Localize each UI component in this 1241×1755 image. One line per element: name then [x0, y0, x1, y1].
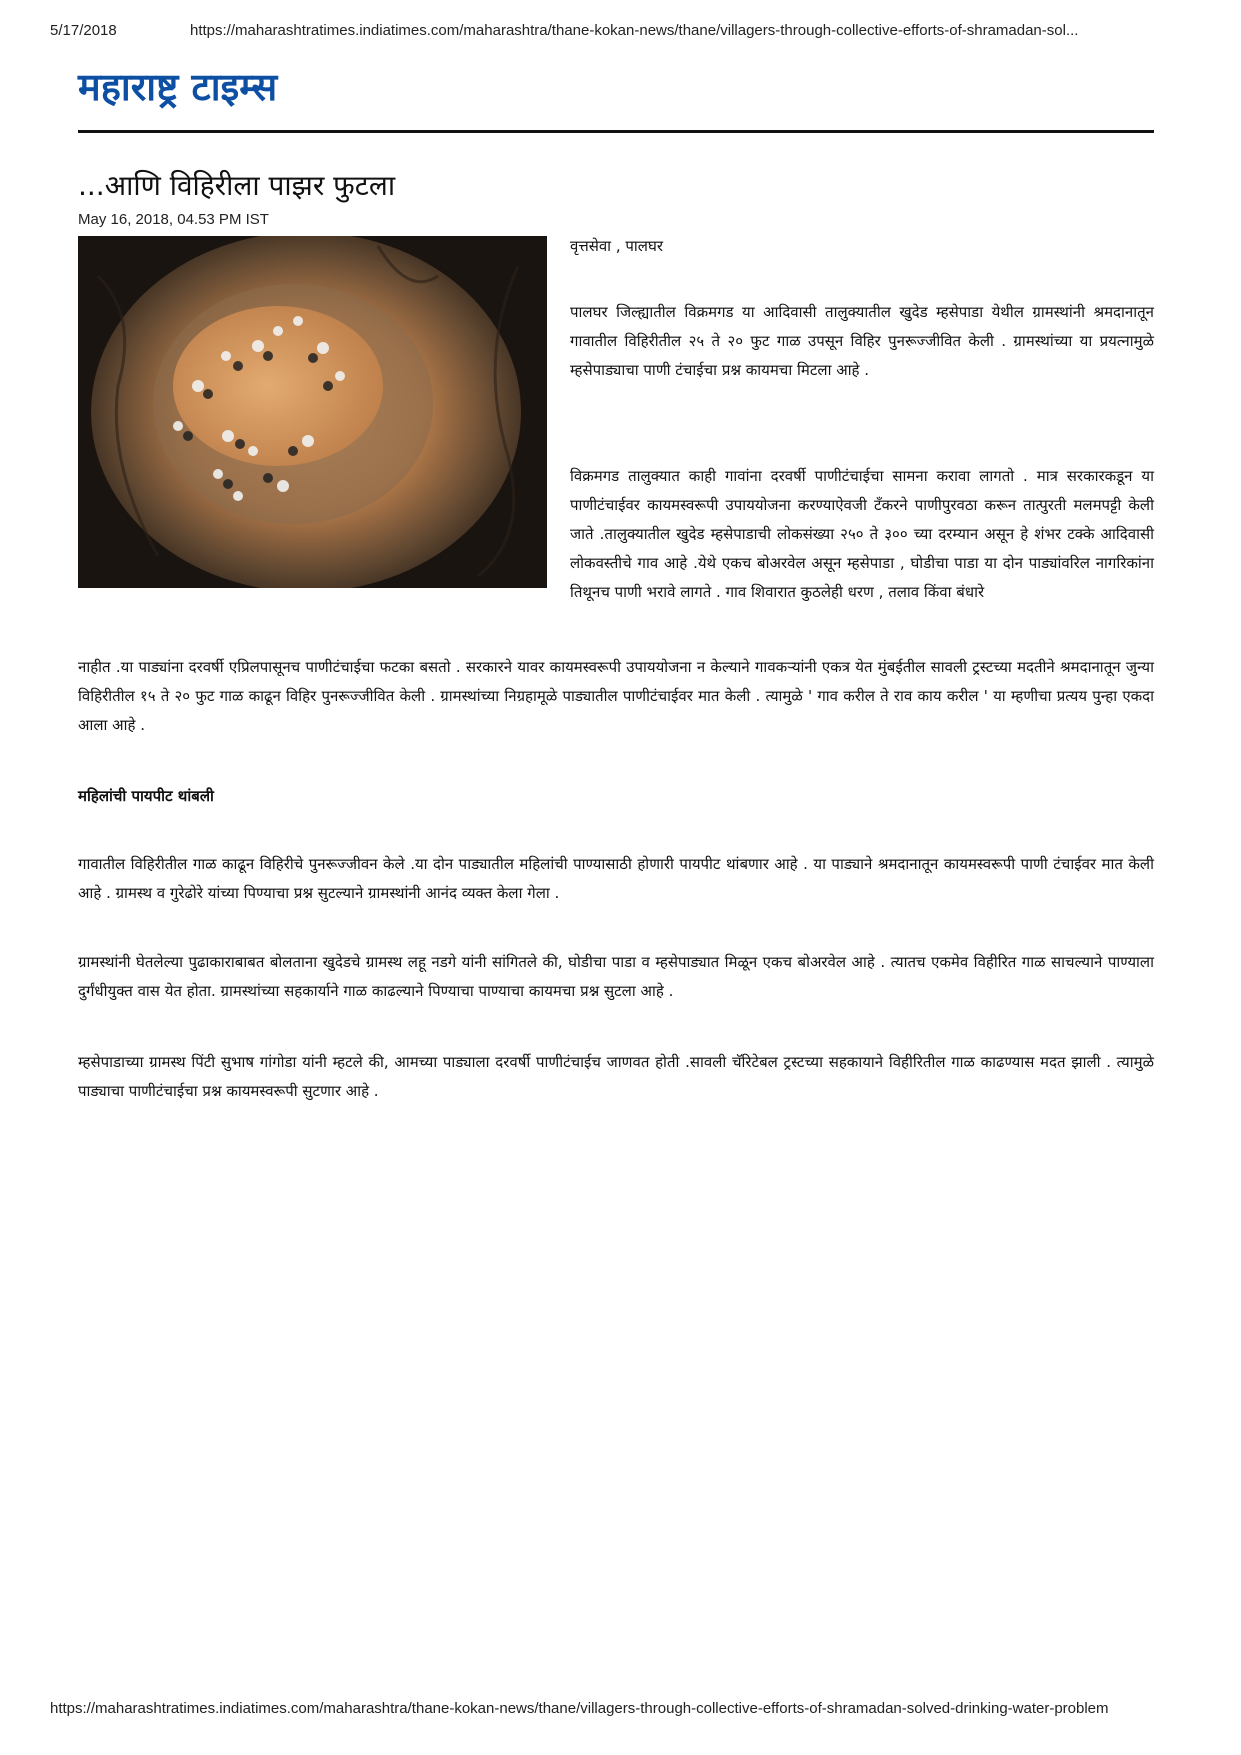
article-paragraph-4: ग्रामस्थांनी घेतलेल्या पुढाकाराबाबत बोलताना खुदेडचे ग्रामस्थ लहू नडगे यांनी सांगितले की, घोडीचा पाडा व म्हसेपाड्यात मिळून एकच बोअरवेल आहे . त्यातच एकमेव विहीरित गाळ साचल्याने पाण्याला दुर्गंधीयुक्त वास येत होता. ग्रामस्थांच्या सहकार्याने गाळ काढल्याने पिण्याचा पाण्याचा कायमचा प्रश्न सुटला आहे .: [78, 953, 1154, 1000]
article-photo: [78, 236, 547, 588]
article-paragraph-2-continued: नाहीत .या पाड्यांना दरवर्षी एप्रिलपासूनच पाणीटंचाईचा फटका बसतो . सरकारने यावर कायमस्वरूपी उपाययोजना न केल्याने गावकऱ्यांनी एकत्र येत मुंबईतील सावली ट्रस्टच्या मदतीने श्रमदानातून जुन्या विहिरीतील १५ ते २० फुट गाळ काढून विहिर पुनरूज्जीवित केली . ग्रामस्थांच्या निग्रहामूळे पाड्यातील पाणीटंचाईवर मात केली . त्यामुळे ' गाव करील ते राव काय करील ' या म्हणीचा प्रत्यय पुन्हा एकदा आला आहे .: [78, 658, 1154, 734]
print-url[interactable]: https://maharashtratimes.indiatimes.com/maharashtra/thane-kokan-news/thane/villagers-through-collective-efforts-of-shramadan-sol...: [190, 22, 1079, 39]
newspaper-logo[interactable]: महाराष्ट्र टाइम्स: [78, 64, 278, 109]
article-headline: ...आणि विहिरीला पाझर फुटला: [78, 169, 396, 202]
article-paragraph-1: पालघर जिल्ह्यातील विक्रमगड या आदिवासी तालुक्यातील खुदेड म्हसेपाडा येथील ग्रामस्थांनी श्रमदानातून गावातील विहिरीतील २५ ते २० फुट गाळ उपसून विहिर पुनरूज्जीवित केली . ग्रामस्थांच्या या प्रयत्नामुळे म्हसेपाड्याचा पाणी टंचाईचा प्रश्न कायमचा मिटला आहे .: [570, 303, 1154, 379]
article-timestamp: May 16, 2018, 04.53 PM IST: [78, 211, 269, 228]
print-footer-url[interactable]: https://maharashtratimes.indiatimes.com/maharashtra/thane-kokan-news/thane/villagers-through-collective-efforts-of-shramadan-solved-drinking-water-problem: [50, 1700, 1109, 1717]
article-dateline: वृत्तसेवा , पालघर: [570, 237, 663, 255]
article-paragraph-3: गावातील विहिरीतील गाळ काढून विहिरीचे पुनरूज्जीवन केले .या दोन पाड्यातील महिलांची पाण्यासाठी होणारी पायपीट थांबणार आहे . या पाड्याने श्रमदानातून कायमस्वरूपी पाणी टंचाईवर मात केली आहे . ग्रामस्थ व गुरेढोरे यांच्या पिण्याचा प्रश्न सुटल्याने ग्रामस्थांनी आनंद व्यक्त केला गेला .: [78, 855, 1154, 902]
article-subheading: महिलांची पायपीट थांबली: [78, 787, 214, 805]
header-divider: [78, 130, 1154, 133]
print-header: [50, 22, 1191, 46]
article-paragraph-2: विक्रमगड तालुक्यात काही गावांना दरवर्षी पाणीटंचाईचा सामना करावा लागतो . मात्र सरकारकडून या पाणीटंचाईवर कायमस्वरूपी उपाययोजना करण्याऐवजी टॅंकरने पाणीपुरवठा करून तात्पुरती मलमपट्टी केली जाते .तालुक्यातील खुदेड म्हसेपाडाची लोकसंख्या २५० ते ३०० च्या दरम्यान असून हे शंभर टक्के आदिवासी लोकवस्तीचे गाव आहे .येथे एकच बोअरवेल असून म्हसेपाडा , घोडीचा पाडा या दोन पाड्यांवरिल नागरिकांना तिथूनच पाणी भरावे लागते . गाव शिवारात कुठलेही धरण , तलाव किंवा बंधारे: [570, 467, 1154, 601]
well-photo-illustration: [78, 236, 547, 588]
print-date: 5/17/2018: [50, 22, 117, 39]
article-paragraph-5: म्हसेपाडाच्या ग्रामस्थ पिंटी सुभाष गांगोडा यांनी म्हटले की, आमच्या पाड्याला दरवर्षी पाणीटंचाईच जाणवत होती .सावली चॅरिटेबल ट्रस्टच्या सहकायाने विहीरितील गाळ काढण्यास मदत झाली . त्यामुळे पाड्याचा पाणीटंचाईचा प्रश्न कायमस्वरूपी सुटणार आहे .: [78, 1053, 1154, 1100]
